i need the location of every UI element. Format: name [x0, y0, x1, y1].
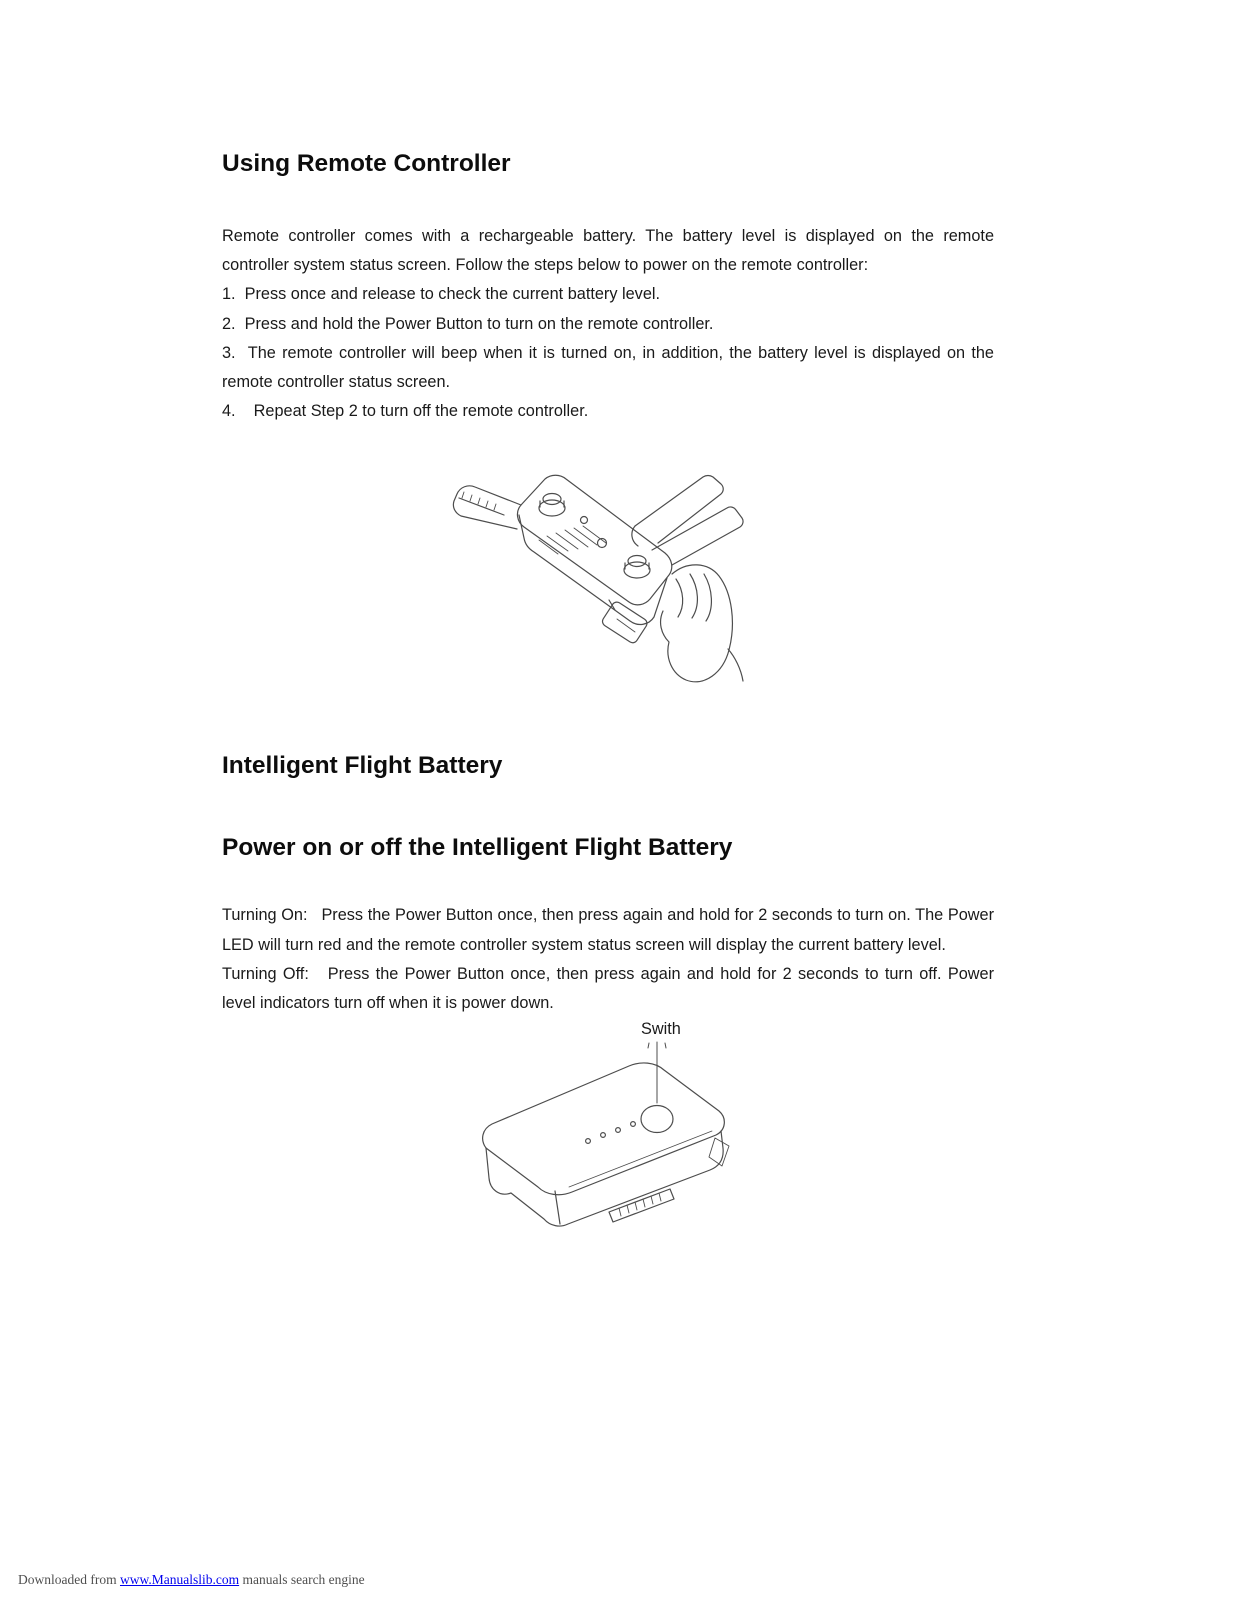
- heading-using-remote-controller: Using Remote Controller: [222, 150, 511, 177]
- footer-suffix-text: manuals search engine: [239, 1572, 365, 1587]
- step-item-4: 4. Repeat Step 2 to turn off the remote controller.: [222, 402, 589, 421]
- content-area: [222, 149, 994, 1247]
- step-item-3: 3. The remote controller will beep when it is turned on, in addition, the battery level is displayed on the remote controller status screen.: [222, 343, 994, 392]
- footer-manualslib-link[interactable]: www.Manualslib.com: [119, 1572, 240, 1587]
- battery-figure: [222, 1040, 994, 1247]
- switch-callout-label: Swith: [641, 1020, 681, 1039]
- turning-on-paragraph: Turning On: Press the Power Button once, then press again and hold for 2 seconds to turn on. The Power LED will turn red and the remote controller system status screen will display the current battery level.: [222, 906, 994, 954]
- battery-illustration: [472, 1040, 772, 1247]
- battery-power-button: [641, 1106, 673, 1133]
- footer-prefix-text: Downloaded from: [18, 1572, 120, 1587]
- step-item-2: 2. Press and hold the Power Button to turn on the remote controller.: [222, 314, 714, 333]
- step-item-1: 1. Press once and release to check the current battery level.: [222, 285, 661, 304]
- turning-off-paragraph: Turning Off: Press the Power Button once, then press again and hold for 2 seconds to turn off. Power level indicators turn off when it is power down.: [222, 964, 994, 1013]
- remote-controller-figure: [222, 458, 994, 700]
- remote-controller-illustration: [436, 458, 780, 700]
- remote-controller-intro: Remote controller comes with a rechargeable battery. The battery level is displayed on the remote controller system status screen. Follow the steps below to power on the remote controller:: [222, 227, 994, 275]
- heading-intelligent-flight-battery: Intelligent Flight Battery: [222, 752, 503, 780]
- heading-power-on-off-battery: Power on or off the Intelligent Flight Battery: [222, 834, 733, 862]
- page-footer: [18, 1572, 365, 1588]
